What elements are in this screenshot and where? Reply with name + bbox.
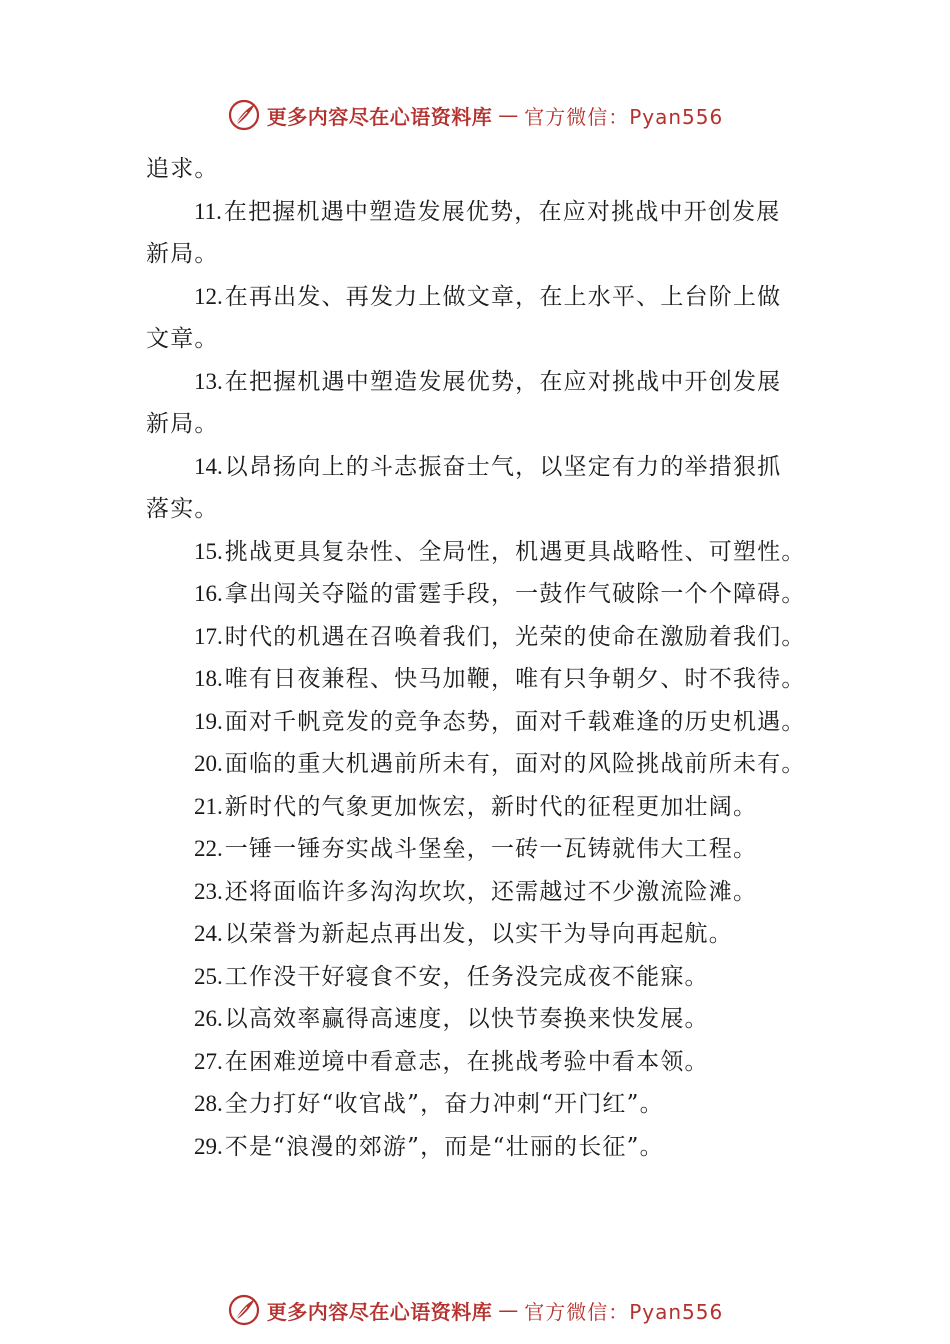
header-contact: 官方微信：Pyan556 (524, 104, 724, 129)
header-banner (0, 95, 950, 135)
item-number: 21. (194, 793, 223, 819)
item-text: 以荣誉为新起点再出发，以实干为导向再起航。 (224, 921, 733, 947)
item-number: 15. (194, 538, 223, 564)
item-number: 16. (194, 581, 223, 606)
item-number: 13. (194, 368, 223, 394)
list-item-14-wrap: 落实。 (146, 496, 219, 522)
list-item-14 (146, 446, 806, 489)
item-text: 在困难逆境中看意志，在挑战考验中看本领。 (224, 1048, 709, 1075)
item-text: 面对千帆竞发的竞争态势，面对千载难逢的历史机遇。 (224, 708, 806, 735)
item-text: 面临的重大机遇前所未有，面对的风险挑战前所未有。 (224, 751, 806, 777)
quill-logo-icon (227, 1293, 261, 1327)
list-item-27 (146, 1041, 806, 1084)
header-brand: 更多内容尽在心语资料库 (266, 104, 493, 129)
item-text: 在把握机遇中塑造发展优势，在应对挑战中开创发展 (224, 368, 782, 395)
list-item-13 (146, 361, 806, 404)
footer-banner (0, 1290, 950, 1330)
item-number: 27. (194, 1048, 223, 1074)
item-number: 29. (194, 1133, 223, 1159)
list-item-15 (146, 531, 806, 574)
item-number: 12. (194, 283, 223, 309)
item-number: 18. (194, 666, 223, 691)
footer-contact: 官方微信：Pyan556 (524, 1299, 724, 1324)
list-item-20 (146, 743, 806, 786)
item-number: 23. (194, 878, 223, 904)
item-text: 在再出发、再发力上做文章，在上水平、上台阶上做 (224, 283, 782, 310)
list-item-25 (146, 956, 806, 999)
quill-logo-icon (227, 98, 261, 132)
item-number: 28. (194, 1091, 223, 1116)
item-number: 25. (194, 963, 223, 989)
list-item-16 (146, 573, 806, 616)
item-text: 全力打好“收官战”，奋力冲刺“开门红”。 (224, 1091, 664, 1117)
list-item-13-wrap: 新局。 (146, 411, 219, 437)
item-number: 24. (194, 921, 223, 946)
list-item-24 (146, 913, 806, 956)
item-text: 还将面临许多沟沟坎坎，还需越过不少激流险滩。 (224, 878, 758, 905)
item-text: 在把握机遇中塑造发展优势，在应对挑战中开创发展 (223, 198, 781, 225)
list-item-12 (146, 276, 806, 319)
item-text: 以昂扬向上的斗志振奋士气，以坚定有力的举措狠抓 (224, 453, 782, 480)
item-text: 不是“浪漫的郊游”，而是“壮丽的长征”。 (224, 1133, 664, 1160)
item-number: 11. (194, 198, 222, 224)
continuation-line: 追求。 (146, 156, 219, 182)
list-item-21 (146, 786, 806, 829)
list-item-12-wrap: 文章。 (146, 326, 219, 352)
list-item-17 (146, 616, 806, 659)
item-number: 14. (194, 453, 223, 479)
list-item-28 (146, 1083, 806, 1126)
item-text: 时代的机遇在召唤着我们，光荣的使命在激励着我们。 (224, 623, 806, 650)
item-number: 22. (194, 836, 223, 861)
list-item-11-wrap: 新局。 (146, 241, 219, 267)
list-item-29 (146, 1126, 806, 1169)
header-dash: — (498, 103, 519, 127)
item-text: 工作没干好寝食不安，任务没完成夜不能寐。 (224, 963, 709, 990)
item-text: 拿出闯关夺隘的雷霆手段，一鼓作气破除一个个障碍。 (224, 581, 806, 607)
item-number: 20. (194, 751, 223, 776)
list-item-11 (146, 191, 806, 234)
item-number: 17. (194, 623, 223, 649)
item-text: 挑战更具复杂性、全局性，机遇更具战略性、可塑性。 (224, 538, 806, 565)
item-number: 26. (194, 1006, 223, 1031)
list-item-18 (146, 658, 806, 701)
list-item-19 (146, 701, 806, 744)
footer-dash: — (498, 1298, 519, 1322)
list-item-26 (146, 998, 806, 1041)
document-body (146, 148, 806, 1168)
footer-brand: 更多内容尽在心语资料库 (266, 1299, 493, 1324)
item-text: 新时代的气象更加恢宏，新时代的征程更加壮阔。 (224, 793, 758, 820)
item-text: 一锤一锤夯实战斗堡垒，一砖一瓦铸就伟大工程。 (224, 836, 758, 862)
item-text: 以高效率赢得高速度，以快节奏换来快发展。 (224, 1006, 709, 1032)
list-item-22 (146, 828, 806, 871)
list-item-23 (146, 871, 806, 914)
item-number: 19. (194, 708, 223, 734)
item-text: 唯有日夜兼程、快马加鞭，唯有只争朝夕、时不我待。 (224, 666, 806, 692)
